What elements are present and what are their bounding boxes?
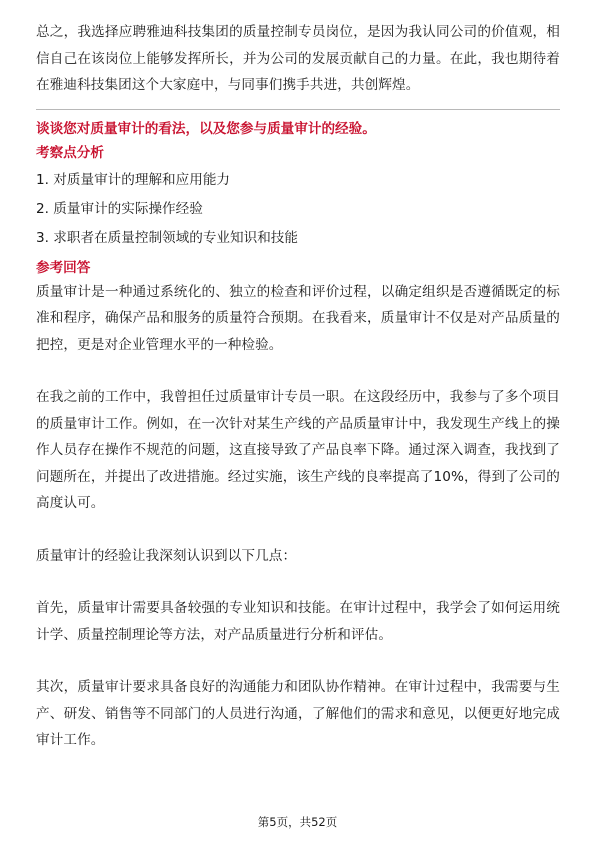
section-divider — [36, 109, 560, 110]
document-page — [36, 19, 560, 754]
answer-paragraph: 其次，质量审计要求具备良好的沟通能力和团队协作精神。在审计过程中，我需要与生产、研发、销售等不同部门的人员进行沟通，了解他们的需求和意见，以便更好地完成审计工作。 — [36, 679, 560, 748]
page-number-footer: 第5页，共52页 — [257, 815, 338, 829]
intro-paragraph: 总之，我选择应聘雅迪科技集团的质量控制专员岗位，是因为我认同公司的价值观，相信自己在该岗位上能够发挥所长，并为公司的发展贡献自己的力量。在此，我也期待着在雅迪科技集团这个大家庭中，与同事们携手共进，共创辉煌。 — [36, 24, 560, 93]
analysis-list — [36, 166, 560, 253]
answer-paragraph: 质量审计的经验让我深刻认识到以下几点： — [36, 547, 297, 564]
paragraph-spacer — [36, 648, 560, 674]
analysis-heading: 考察点分析 — [36, 144, 104, 161]
interview-question: 谈谈您对质量审计的看法，以及您参与质量审计的经验。 — [36, 120, 376, 137]
list-item: 3. 求职者在质量控制领域的专业知识和技能 — [36, 229, 298, 246]
paragraph-spacer — [36, 517, 560, 543]
answer-paragraph: 质量审计是一种通过系统化的、独立的检查和评价过程，以确定组织是否遵循既定的标准和程序，确保产品和服务的质量符合预期。在我看来，质量审计不仅是对产品质量的把控，更是对企业管理水平的一种检验。 — [36, 283, 560, 353]
list-item: 1. 对质量审计的理解和应用能力 — [36, 171, 231, 188]
paragraph-spacer — [36, 358, 560, 384]
paragraph-spacer — [36, 569, 560, 595]
answer-paragraph: 在我之前的工作中，我曾担任过质量审计专员一职。在这段经历中，我参与了多个项目的质量审计工作。例如，在一次针对某生产线的产品质量审计中，我发现生产线上的操作人员存在操作不规范的问题，这直接导致了产品良率下降。通过深入调查，我找到了问题所在，并提出了改进措施。经过实施，该生产线的良率提高了10%，得到了公司的高度认可。 — [36, 389, 560, 511]
answer-paragraph: 首先，质量审计需要具备较强的专业知识和技能。在审计过程中，我学会了如何运用统计学、质量控制理论等方法，对产品质量进行分析和评估。 — [36, 600, 560, 643]
answer-heading: 参考回答 — [36, 259, 91, 276]
list-item: 2. 质量审计的实际操作经验 — [36, 200, 203, 217]
